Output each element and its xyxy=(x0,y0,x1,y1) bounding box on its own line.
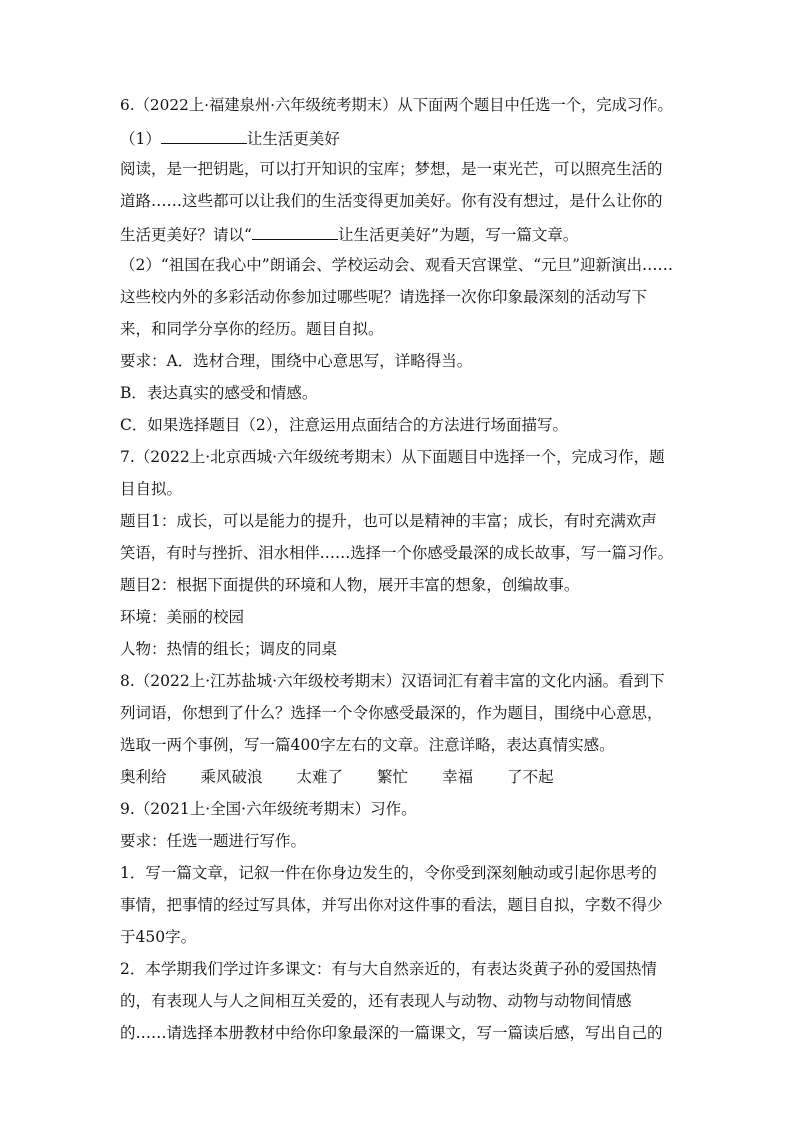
q6-header: 6.（2022上·福建泉州·六年级统考期末）从下面两个题目中任选一个，完成习作。 xyxy=(120,96,673,114)
q7-header: 7.（2022上·北京西城·六年级统考期末）从下面题目中选择一个，完成习作，题 xyxy=(120,448,665,466)
q9-line: 1．写一篇文章，记叙一件在你身边发生的，令你受到深刻触动或引起你思考的 xyxy=(120,864,657,882)
q9-line: 2．本学期我们学过许多课文：有与大自然亲近的，有表达炎黄子孙的爱国热情 xyxy=(120,960,657,978)
q8-word: 太难了 xyxy=(296,768,344,786)
title-blank xyxy=(252,223,338,240)
q7-line: 题目1：成长，可以是能力的提升，也可以是精神的丰富；成长，有时充满欢声 xyxy=(120,512,657,530)
q6-option1-number: （1） xyxy=(120,130,161,148)
q6-option2-line: （2）“祖国在我心中”朗诵会、学校运动会、观看天宫课堂、“元旦”迎新演出…… xyxy=(120,256,674,274)
q6-option1-title: 让生活更美好 xyxy=(246,130,340,148)
q7-line: 环境：美丽的校园 xyxy=(120,608,245,626)
q9-line: 于450字。 xyxy=(120,928,197,946)
q8-word: 了不起 xyxy=(507,768,554,786)
q6-option2-line: 来，和同学分享你的经历。题目自拟。 xyxy=(120,320,384,338)
q7-line: 题目2：根据下面提供的环境和人物，展开丰富的想象，创编故事。 xyxy=(120,576,580,594)
q9-line: 的……请选择本册教材中给你印象最深的一篇课文，写一篇读后感，写出自己的 xyxy=(120,1024,663,1042)
q7-line: 目自拟。 xyxy=(120,480,183,498)
q8-word: 幸福 xyxy=(442,768,474,786)
q8-word: 繁忙 xyxy=(377,768,409,786)
q6-requirement: 要求：A．选材合理，围绕中心意思写，详略得当。 xyxy=(120,352,473,370)
q9-line: 事情，把事情的经过写具体，并写出你对这件事的看法，题目自拟，字数不得少 xyxy=(120,896,663,914)
q9-line: 要求：任选一题进行写作。 xyxy=(120,832,307,850)
q7-line: 笑语，有时与挫折、泪水相伴……选择一个你感受最深的成长故事，写一篇习作。 xyxy=(120,544,673,562)
q8-line: 选取一两个事例，写一篇400字左右的文章。注意详略，表达真情实感。 xyxy=(120,736,615,754)
q6-paragraph-line: 道路……这些都可以让我们的生活变得更加美好。你有没有想过，是什么让你的 xyxy=(120,192,663,210)
q6-paragraph-line: 阅读，是一把钥匙，可以打开知识的宝库；梦想，是一束光芒，可以照亮生活的 xyxy=(120,160,663,178)
q6-option1-title-line xyxy=(120,127,340,149)
q7-line: 人物：热情的组长；调皮的同桌 xyxy=(120,640,338,658)
title-blank xyxy=(161,127,247,144)
q8-word: 奥利给 xyxy=(120,768,167,786)
q6-requirement: B．表达真实的感受和情感。 xyxy=(120,384,318,402)
q8-line: 列词语，你想到了什么？选择一个令你感受最深的，作为题目，围绕中心意思， xyxy=(120,704,663,722)
q6-requirement: C．如果选择题目（2），注意运用点面结合的方法进行场面描写。 xyxy=(120,416,568,434)
q8-header: 8.（2022上·江苏盐城·六年级校考期末）汉语词汇有着丰富的文化内涵。看到下 xyxy=(120,672,665,690)
q8-word: 乘风破浪 xyxy=(200,768,263,786)
q8-word-list xyxy=(120,767,554,787)
q9-header: 9.（2021上·全国·六年级统考期末）习作。 xyxy=(120,800,417,818)
q6-paragraph-text: 让生活更美好”为题，写一篇文章。 xyxy=(337,226,579,244)
q6-paragraph-line xyxy=(120,223,578,245)
q9-line: 的，有表现人与人之间相互关爱的，还有表现人与动物、动物与动物间情感 xyxy=(120,992,632,1010)
q6-paragraph-text: 生活更美好？请以“ xyxy=(120,226,252,244)
q6-option2-line: 这些校内外的多彩活动你参加过哪些呢？请选择一次你印象最深刻的活动写下 xyxy=(120,288,648,306)
